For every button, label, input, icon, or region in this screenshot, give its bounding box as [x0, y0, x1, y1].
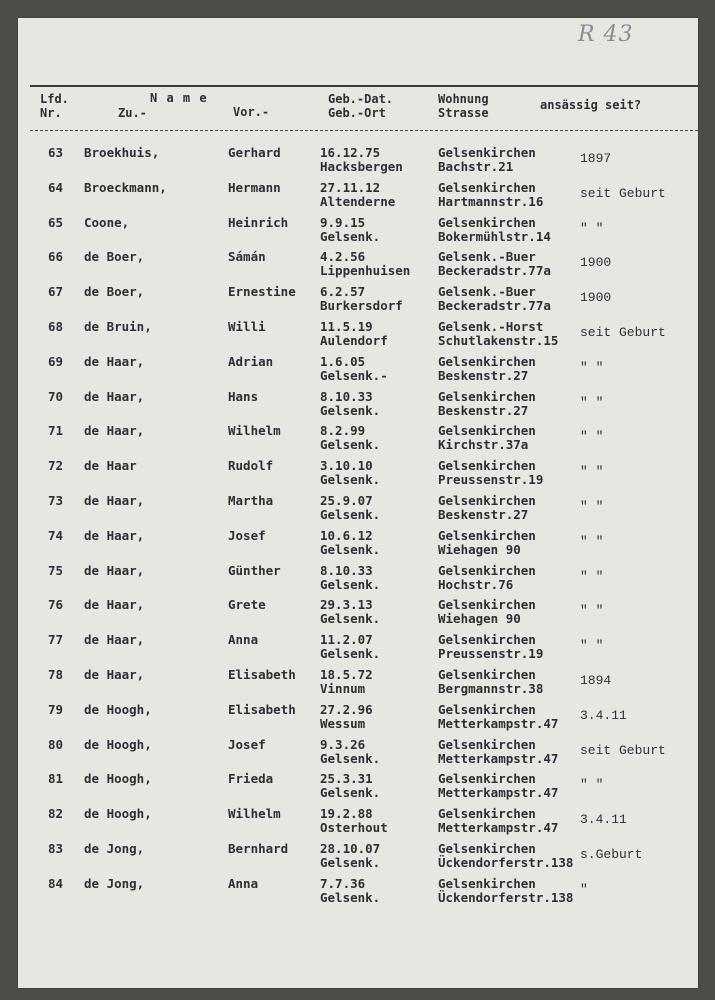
residence-town: Gelsenkirchen [438, 458, 536, 474]
table-row [0, 701, 715, 735]
residence-town: Gelsenkirchen [438, 145, 536, 160]
residence-street: Beskenstr.27 [438, 507, 529, 522]
resident-since: 3.4.11 [580, 707, 627, 723]
birth-date: 11.2.07 [320, 632, 373, 648]
residence-street: Wiehagen 90 [438, 541, 521, 557]
birth-date: 18.5.72 [320, 667, 373, 682]
surname: de Haar, [84, 353, 145, 369]
birth-place: Gelsenk. [320, 541, 381, 557]
surname: de Haar, [84, 597, 145, 613]
header-zu: Zu.- [118, 106, 147, 120]
residence-street: Bergmannstr.38 [438, 681, 544, 696]
residence-town: Gelsenkirchen [438, 493, 536, 508]
residence-town: Gelsenkirchen [438, 875, 536, 891]
birth-place: Gelsenk. [320, 646, 381, 662]
resident-since: 3.4.11 [580, 812, 627, 828]
birth-place: Altenderne [320, 193, 396, 209]
birth-date: 25.9.07 [320, 493, 373, 508]
row-number: 67 [48, 284, 64, 300]
archive-annotation: R 43 [578, 22, 634, 47]
row-number: 76 [48, 597, 64, 613]
first-name: Elisabeth [228, 701, 296, 717]
resident-since: " " [580, 464, 604, 480]
row-number: 72 [48, 458, 64, 474]
resident-since: seit Geburt [580, 185, 666, 201]
first-name: Günther [228, 562, 281, 578]
resident-since: s.Geburt [580, 847, 643, 862]
birth-date: 3.10.10 [320, 458, 373, 474]
first-name: Josef [228, 736, 266, 752]
birth-date: 6.2.57 [320, 284, 366, 300]
header-vor: Vor.- [233, 105, 270, 119]
header-rule-bottom [30, 130, 698, 131]
table-row [0, 353, 715, 387]
residence-street: Preussenstr.19 [438, 646, 544, 662]
residence-street: Bokermühlstr.14 [438, 228, 551, 244]
birth-place: Gelsenk. [320, 750, 381, 766]
birth-place: Gelsenk. [320, 472, 381, 488]
residence-town: Gelsenkirchen [438, 841, 536, 856]
surname: de Haar, [84, 423, 145, 439]
residence-town: Gelsenkirchen [438, 214, 536, 230]
first-name: Wilhelm [228, 806, 281, 822]
table-row [0, 318, 715, 352]
first-name: Martha [228, 493, 274, 508]
residence-street: Hochstr.76 [438, 576, 514, 592]
residence-town: Gelsenkirchen [438, 353, 536, 369]
surname: de Boer, [84, 249, 145, 265]
birth-date: 7.7.36 [320, 875, 366, 891]
birth-date: 9.3.26 [320, 736, 366, 752]
residence-town: Gelsenkirchen [438, 597, 536, 613]
birth-place: Gelsenk. [320, 402, 381, 418]
birth-place: Gelsenk.- [320, 367, 388, 383]
row-number: 79 [48, 701, 64, 717]
first-name: Gerhard [228, 145, 281, 160]
birth-date: 28.10.07 [320, 841, 381, 856]
residence-town: Gelsenkirchen [438, 562, 536, 578]
first-name: Anna [228, 875, 259, 891]
row-number: 82 [48, 806, 64, 822]
resident-since: seit Geburt [580, 742, 666, 758]
birth-place: Gelsenk. [320, 576, 381, 592]
residence-street: Bachstr.21 [438, 159, 514, 174]
birth-place: Gelsenk. [320, 437, 381, 453]
resident-since: " " [580, 220, 604, 236]
birth-date: 10.6.12 [320, 527, 373, 543]
row-number: 69 [48, 353, 64, 369]
birth-place: Gelsenk. [320, 507, 381, 522]
birth-place: Hacksbergen [320, 159, 403, 174]
birth-place: Gelsenk. [320, 228, 381, 244]
birth-date: 25.3.31 [320, 771, 373, 787]
resident-since: " " [580, 533, 604, 549]
surname: de Haar, [84, 667, 145, 682]
residence-street: Beskenstr.27 [438, 402, 529, 418]
resident-since: " " [580, 429, 604, 445]
header-lfd-nr: Lfd. Nr. [40, 92, 69, 120]
surname: de Hoogh, [84, 736, 152, 752]
surname: de Hoogh, [84, 701, 152, 717]
header-ansaessig: ansässig seit? [540, 98, 642, 112]
surname: de Bruin, [84, 319, 152, 334]
first-name: Elisabeth [228, 667, 296, 682]
row-number: 68 [48, 319, 64, 334]
first-name: Frieda [228, 771, 274, 787]
birth-date: 16.12.75 [320, 145, 381, 160]
surname: Coone, [84, 214, 130, 230]
birth-date: 27.11.12 [320, 179, 381, 195]
birth-date: 11.5.19 [320, 319, 373, 334]
birth-place: Lippenhuisen [320, 263, 411, 279]
first-name: Rudolf [228, 458, 274, 474]
table-row [0, 388, 715, 422]
resident-since: " [580, 881, 588, 897]
birth-date: 8.2.99 [320, 423, 366, 439]
birth-place: Gelsenk. [320, 889, 381, 905]
residence-town: Gelsenkirchen [438, 667, 536, 682]
residence-town: Gelsenk.-Horst [438, 319, 544, 334]
first-name: Hans [228, 388, 259, 404]
resident-since: 1900 [580, 255, 612, 271]
first-name: Adrian [228, 353, 274, 369]
birth-place: Wessum [320, 715, 366, 731]
first-name: Hermann [228, 179, 281, 195]
residence-town: Gelsenkirchen [438, 388, 536, 404]
first-name: Wilhelm [228, 423, 281, 439]
resident-since: 1897 [580, 151, 612, 166]
resident-since: seit Geburt [580, 325, 666, 340]
birth-date: 19.2.88 [320, 806, 373, 822]
birth-date: 1.6.05 [320, 353, 366, 369]
birth-place: Burkersdorf [320, 298, 403, 314]
table-row [0, 596, 715, 630]
row-number: 83 [48, 841, 64, 856]
residence-street: Metterkampstr.47 [438, 785, 559, 801]
row-number: 74 [48, 527, 64, 543]
residence-street: Metterkampstr.47 [438, 715, 559, 731]
residence-street: Beskenstr.27 [438, 367, 529, 383]
resident-since: " " [580, 638, 604, 654]
resident-since: " " [580, 394, 604, 410]
resident-since: " " [580, 603, 604, 619]
residence-street: Schutlakenstr.15 [438, 333, 559, 348]
residence-street: Kirchstr.37a [438, 437, 529, 453]
residence-town: Gelsenk.-Buer [438, 249, 536, 265]
table-row [0, 805, 715, 839]
residence-street: Metterkampstr.47 [438, 820, 559, 836]
table-row [0, 248, 715, 282]
table-row [0, 562, 715, 596]
row-number: 71 [48, 423, 64, 439]
residence-town: Gelsenkirchen [438, 179, 536, 195]
surname: Broeckmann, [84, 179, 167, 195]
resident-since: 1894 [580, 673, 612, 688]
surname: de Haar, [84, 562, 145, 578]
header-geb: Geb.-Dat. Geb.-Ort [328, 92, 394, 120]
residence-street: Hartmannstr.16 [438, 193, 544, 209]
surname: de Haar, [84, 632, 145, 648]
table-row [0, 457, 715, 491]
residence-street: Beckeradstr.77a [438, 263, 551, 279]
residence-town: Gelsenkirchen [438, 527, 536, 543]
row-number: 73 [48, 493, 64, 508]
birth-place: Gelsenk. [320, 785, 381, 801]
birth-date: 4.2.56 [320, 249, 366, 265]
table-row [0, 631, 715, 665]
birth-date: 9.9.15 [320, 214, 366, 230]
residence-town: Gelsenk.-Buer [438, 284, 536, 300]
row-number: 81 [48, 771, 64, 787]
table-row [0, 422, 715, 456]
surname: de Haar, [84, 527, 145, 543]
surname: de Jong, [84, 841, 145, 856]
row-number: 63 [48, 145, 64, 160]
residence-street: Beckeradstr.77a [438, 298, 551, 314]
first-name: Josef [228, 527, 266, 543]
first-name: Willi [228, 319, 266, 334]
birth-date: 8.10.33 [320, 388, 373, 404]
row-number: 70 [48, 388, 64, 404]
table-row [0, 179, 715, 213]
birth-date: 27.2.96 [320, 701, 373, 717]
residence-town: Gelsenkirchen [438, 806, 536, 822]
first-name: Anna [228, 632, 259, 648]
birth-place: Vinnum [320, 681, 366, 696]
row-number: 65 [48, 214, 64, 230]
residence-street: Ückendorferstr.138 [438, 855, 574, 870]
header-rule-top [30, 85, 698, 87]
resident-since: " " [580, 777, 604, 793]
table-row [0, 492, 715, 526]
birth-date: 29.3.13 [320, 597, 373, 613]
residence-town: Gelsenkirchen [438, 632, 536, 648]
header-name: N a m e [150, 91, 208, 105]
surname: Broekhuis, [84, 145, 160, 160]
surname: de Haar [84, 458, 137, 474]
row-number: 78 [48, 667, 64, 682]
row-number: 77 [48, 632, 64, 648]
birth-place: Gelsenk. [320, 855, 381, 870]
header-wohnung: Wohnung Strasse [438, 92, 489, 120]
resident-since: " " [580, 499, 604, 514]
first-name: Ernestine [228, 284, 296, 300]
first-name: Grete [228, 597, 266, 613]
row-number: 84 [48, 875, 64, 891]
surname: de Jong, [84, 875, 145, 891]
residence-street: Preussenstr.19 [438, 472, 544, 488]
surname: de Boer, [84, 284, 145, 300]
first-name: Heinrich [228, 214, 289, 230]
table-row [0, 283, 715, 317]
surname: de Hoogh, [84, 771, 152, 787]
surname: de Hoogh, [84, 806, 152, 822]
residence-town: Gelsenkirchen [438, 701, 536, 717]
residence-street: Wiehagen 90 [438, 611, 521, 627]
surname: de Haar, [84, 493, 145, 508]
table-row [0, 527, 715, 561]
table-row [0, 736, 715, 770]
first-name: Sámán [228, 249, 266, 265]
birth-place: Aulendorf [320, 333, 388, 348]
row-number: 75 [48, 562, 64, 578]
table-row [0, 144, 715, 178]
residence-street: Ückendorferstr.138 [438, 889, 574, 905]
resident-since: 1900 [580, 290, 612, 306]
table-row [0, 666, 715, 700]
birth-date: 8.10.33 [320, 562, 373, 578]
first-name: Bernhard [228, 841, 289, 856]
table-row [0, 214, 715, 248]
table-row [0, 770, 715, 804]
row-number: 64 [48, 179, 64, 195]
residence-town: Gelsenkirchen [438, 423, 536, 439]
table-row [0, 875, 715, 909]
residence-street: Metterkampstr.47 [438, 750, 559, 766]
row-number: 66 [48, 249, 64, 265]
birth-place: Osterhout [320, 820, 388, 836]
residence-town: Gelsenkirchen [438, 736, 536, 752]
birth-place: Gelsenk. [320, 611, 381, 627]
resident-since: " " [580, 568, 604, 584]
table-row [0, 840, 715, 874]
surname: de Haar, [84, 388, 145, 404]
resident-since: " " [580, 359, 604, 375]
residence-town: Gelsenkirchen [438, 771, 536, 787]
row-number: 80 [48, 736, 64, 752]
